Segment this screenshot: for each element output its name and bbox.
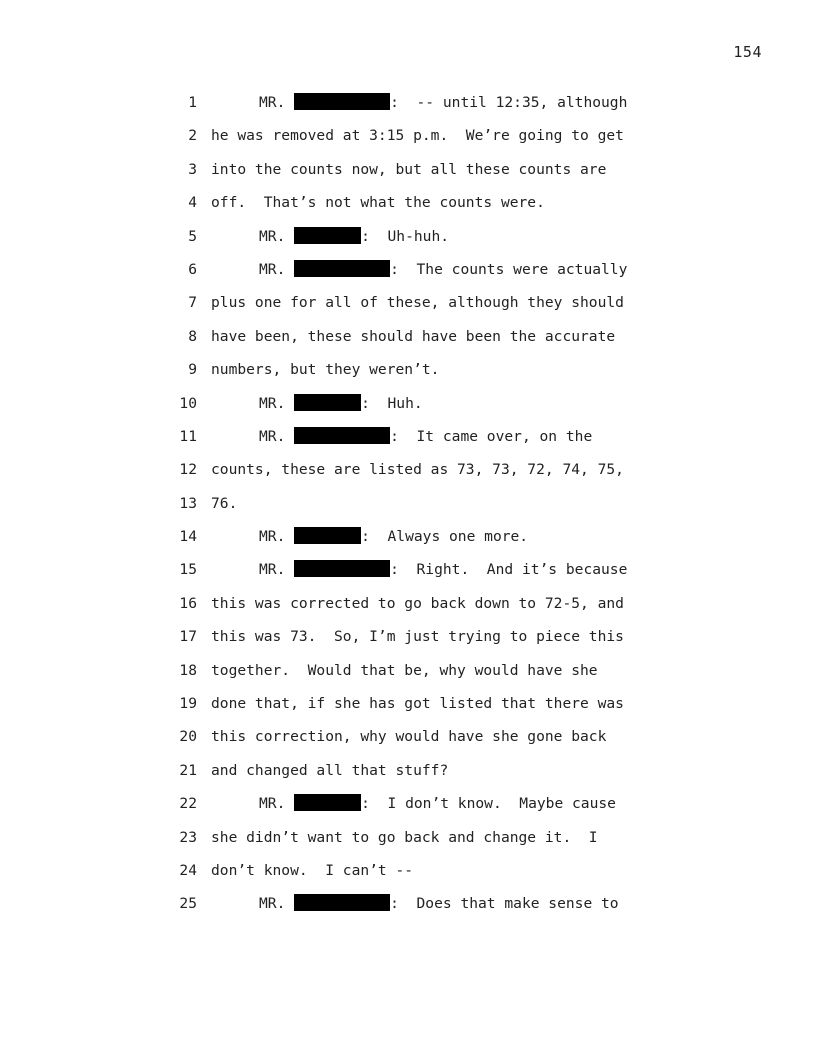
transcript-line — [0, 661, 816, 694]
line-text — [211, 727, 606, 747]
line-number: 6 — [188, 260, 197, 278]
line-number: 20 — [179, 728, 197, 746]
spoken-text: this was corrected to go back down to 72-5, and — [211, 594, 624, 612]
line-number: 8 — [188, 327, 197, 345]
line-text — [259, 527, 528, 547]
spoken-text: done that, if she has got listed that there was — [211, 695, 624, 713]
speaker-label: MR. — [259, 94, 286, 111]
line-text — [211, 594, 624, 614]
line-text — [259, 394, 423, 414]
transcript-line — [0, 193, 816, 226]
transcript-line — [0, 694, 816, 727]
speaker-label: MR. — [259, 895, 286, 913]
spoken-text: he was removed at 3:15 p.m. We’re going to get — [211, 127, 624, 145]
transcript-line — [0, 828, 816, 861]
line-text — [259, 894, 619, 914]
transcript-line — [0, 227, 816, 260]
transcript-line — [0, 126, 816, 159]
line-number: 25 — [179, 895, 197, 913]
spoken-text: plus one for all of these, although they should — [211, 294, 624, 312]
redaction-block — [294, 560, 390, 577]
page-number: 154 — [733, 43, 762, 61]
transcript-line — [0, 861, 816, 894]
spoken-text: counts, these are listed as 73, 73, 72, 74, 75, — [211, 461, 624, 479]
spoken-text: off. That’s not what the counts were. — [211, 194, 545, 212]
spoken-text: : Uh-huh. — [361, 227, 450, 245]
transcript-line — [0, 260, 816, 293]
line-text — [211, 494, 237, 514]
line-number: 19 — [179, 695, 197, 713]
line-number: 22 — [179, 795, 197, 813]
speaker-label: MR. — [259, 795, 286, 813]
line-number: 13 — [179, 494, 197, 512]
line-text — [259, 427, 592, 447]
transcript-line — [0, 761, 816, 794]
line-number: 17 — [179, 628, 197, 646]
spoken-text: and changed all that stuff? — [211, 761, 449, 779]
speaker-label: MR. — [259, 394, 286, 412]
transcript-line — [0, 93, 816, 126]
line-text — [211, 126, 624, 146]
line-number: 15 — [179, 561, 197, 579]
spoken-text: 76. — [211, 494, 238, 512]
spoken-text: into the counts now, but all these counts are — [211, 160, 607, 178]
line-text — [259, 260, 627, 280]
line-number: 1 — [188, 94, 197, 111]
spoken-text: have been, these should have been the accurate — [211, 327, 616, 345]
line-number: 16 — [179, 594, 197, 612]
speaker-label: MR. — [259, 260, 286, 278]
redaction-block — [294, 227, 361, 244]
line-number: 14 — [179, 528, 197, 546]
line-number: 5 — [188, 227, 197, 245]
transcript-line — [0, 327, 816, 360]
line-number: 21 — [179, 761, 197, 779]
transcript-line — [0, 360, 816, 393]
line-text — [211, 694, 624, 714]
line-text — [211, 460, 624, 480]
spoken-text: : Does that make sense to — [390, 895, 619, 913]
spoken-text: : It came over, on the — [390, 427, 593, 445]
line-text — [211, 293, 624, 313]
redaction-block — [294, 260, 390, 277]
line-number: 11 — [179, 427, 197, 445]
line-text — [259, 227, 449, 247]
spoken-text: she didn’t want to go back and change it. I — [211, 828, 598, 846]
transcript-line — [0, 427, 816, 460]
line-number: 9 — [188, 361, 197, 379]
line-text — [211, 861, 413, 881]
transcript-line — [0, 894, 816, 927]
line-text — [211, 327, 615, 347]
redaction-block — [294, 527, 361, 544]
transcript-line — [0, 394, 816, 427]
redaction-block — [294, 394, 361, 411]
redaction-block — [294, 894, 390, 911]
transcript-line — [0, 293, 816, 326]
line-text — [211, 828, 598, 848]
spoken-text: this correction, why would have she gone back — [211, 728, 607, 746]
line-number: 3 — [188, 160, 197, 178]
line-text — [211, 627, 624, 647]
line-number: 10 — [179, 394, 197, 412]
line-text — [211, 160, 606, 180]
speaker-label: MR. — [259, 427, 286, 445]
redaction-block — [294, 93, 390, 110]
speaker-label: MR. — [259, 561, 286, 579]
line-text — [211, 193, 545, 213]
transcript-line — [0, 560, 816, 593]
transcript-line — [0, 494, 816, 527]
spoken-text: : -- until 12:35, although — [390, 94, 628, 111]
line-number: 18 — [179, 661, 197, 679]
line-text — [211, 661, 598, 681]
spoken-text: this was 73. So, I’m just trying to piece this — [211, 628, 624, 646]
speaker-label: MR. — [259, 528, 286, 546]
spoken-text: : Right. And it’s because — [390, 561, 628, 579]
redaction-block — [294, 794, 361, 811]
transcript-line — [0, 160, 816, 193]
line-number: 23 — [179, 828, 197, 846]
transcript-line — [0, 727, 816, 760]
transcript-body — [0, 93, 816, 928]
line-text — [211, 360, 439, 380]
spoken-text: together. Would that be, why would have she — [211, 661, 598, 679]
line-number: 2 — [188, 127, 197, 145]
transcript-line — [0, 594, 816, 627]
spoken-text: numbers, but they weren’t. — [211, 361, 440, 379]
redaction-block — [294, 427, 390, 444]
line-text — [259, 93, 627, 113]
speaker-label: MR. — [259, 227, 286, 245]
transcript-line — [0, 794, 816, 827]
line-number: 12 — [179, 461, 197, 479]
line-text — [211, 761, 448, 781]
transcript-line — [0, 460, 816, 493]
line-text — [259, 560, 627, 580]
spoken-text: : The counts were actually — [390, 260, 628, 278]
line-number: 4 — [188, 194, 197, 212]
line-number: 24 — [179, 861, 197, 879]
spoken-text: : Always one more. — [361, 528, 529, 546]
spoken-text: don’t know. I can’t -- — [211, 861, 414, 879]
spoken-text: : Huh. — [361, 394, 423, 412]
spoken-text: : I don’t know. Maybe cause — [361, 795, 616, 813]
transcript-line — [0, 627, 816, 660]
line-text — [259, 794, 616, 814]
line-number: 7 — [188, 294, 197, 312]
transcript-line — [0, 527, 816, 560]
